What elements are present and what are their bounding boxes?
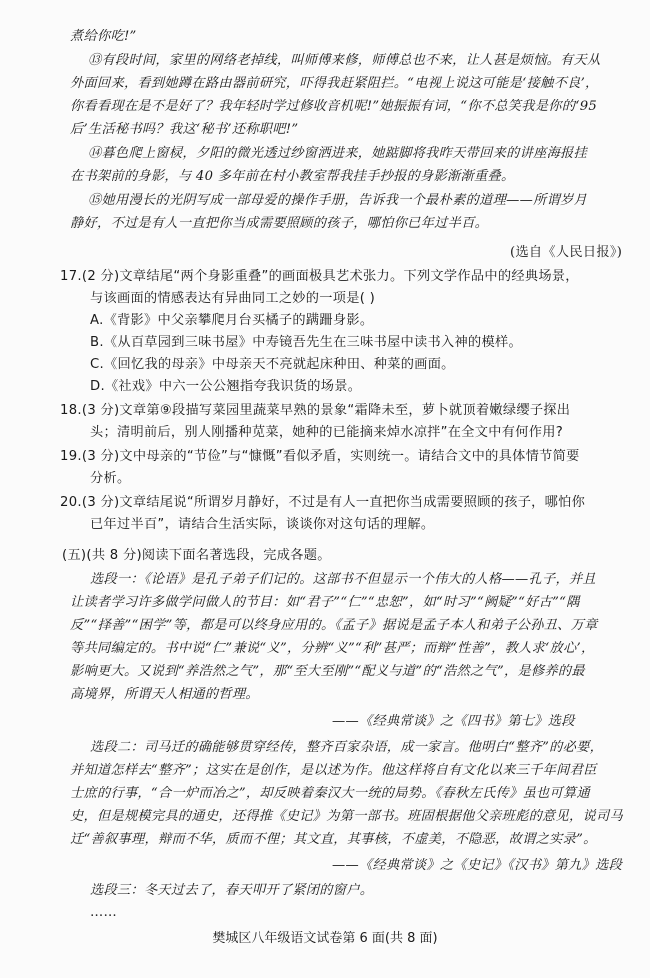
question-19-cont: 分析。	[90, 471, 131, 486]
passage-line: 在书架前的身影，与 40 多年前在村小教室帮我挂手抄报的身影渐渐重叠。	[70, 169, 515, 184]
excerpt-2-line: 史，但是规模完具的通史，还得推《史记》为第一部书。班固根据他父亲班彪的意见，说司马	[70, 809, 623, 824]
excerpt-1-line: 等共同编定的。书中说“仁”兼说“义”，分辨“义”“利”甚严；而辩“性善”，教人求‘放心’，	[70, 641, 595, 656]
excerpt-1-line: 高境界，所谓天人相通的哲理。	[70, 687, 259, 702]
excerpt-2-line: 并知道怎样去“整齐”；这实在是创作，是以述为作。他这样将自有文化以来三千年间君臣	[70, 763, 597, 778]
passage-line: 外面回来，看到她蹲在路由器前研究，吓得我赶紧阻拦。“电视上说这可能是‘接触不良’，	[70, 76, 599, 91]
excerpt-2-line: 选段二：司马迁的确能够贯穿经传，整齐百家杂语，成一家言。他明白“整齐”的必要，	[90, 740, 604, 755]
option-b: B.《从百草园到三味书屋》中寿镜吾先生在三味书屋中读书入神的模样。	[90, 335, 522, 350]
excerpt-2-line: 士庶的行事，“合一炉而冶之”，却反映着秦汉大一统的局势。《春秋左氏传》虽也可算通	[70, 786, 591, 801]
option-d: D.《社戏》中六一公公翘指夸我识货的场景。	[90, 379, 362, 394]
option-a: A.《背影》中父亲攀爬月台买橘子的蹒跚身影。	[90, 313, 374, 328]
excerpt-2-line: 迁“善叙事理，辩而不华，质而不俚；其文直，其事核，不虚美，不隐恶，故谓之实录”。	[70, 832, 597, 847]
passage-line: ⑭暮色爬上窗棂，夕阳的微光透过纱窗洒进来，她踮脚将我昨天带回来的讲座海报挂	[88, 146, 588, 161]
passage-line: ⑬有段时间，家里的网络老掉线，叫师傅来修，师傅总也不来，让人甚是烦恼。有天从	[88, 53, 601, 68]
passage-line: 煮给你吃!”	[70, 29, 137, 44]
passage-line: 后’生活秘书吗？我这‘秘书’还称职吧!”	[70, 122, 299, 137]
excerpt-1-line: 选段一：《论语》是孔子弟子们记的。这部书不但显示一个伟大的人格——孔子，并且	[90, 572, 596, 587]
question-17-cont: 与该画面的情感表达有异曲同工之妙的一项是( )	[90, 291, 376, 306]
question-18: 18.(3 分)文章第⑨段描写菜园里蔬菜早熟的景象“霜降未至，萝卜就顶着嫩绿缨子探出	[60, 403, 571, 418]
excerpt-3-line: 选段三：冬天过去了，春天叩开了紧闭的窗户。	[90, 883, 374, 898]
question-17: 17.(2 分)文章结尾“两个身影重叠”的画面极具艺术张力。下列文学作品中的经典场景，	[60, 269, 579, 284]
page-footer: 樊城区八年级语文试卷第 6 面(共 8 面)	[212, 931, 438, 946]
passage-source: (选自《人民日报》)	[510, 245, 623, 260]
excerpt-1-line: 反”“择善”“困学”等，都是可以终身应用的。《孟子》据说是孟子本人和弟子公孙丑、万章	[70, 618, 598, 633]
passage-line: ⑮她用漫长的光阴写成一部母爱的操作手册，告诉我一个最朴素的道理——所谓岁月	[88, 193, 588, 208]
question-19: 19.(3 分)文中母亲的“节俭”与“慷慨”看似矛盾，实则统一。请结合文中的具体情节简要	[60, 449, 580, 464]
excerpt-1-line: 影响更大。又说到“养浩然之气”，那“至大至刚”“配义与道”的“浩然之气”，是修养的最	[70, 664, 585, 679]
question-20-cont: 已年过半百”，请结合生活实际，谈谈你对这句话的理解。	[90, 517, 435, 532]
option-c: C.《回忆我的母亲》中母亲天不亮就起床种田、种菜的画面。	[90, 357, 455, 372]
section-heading: (五)(共 8 分)阅读下面名著选段，完成各题。	[62, 548, 331, 563]
ellipsis: ……	[90, 905, 117, 920]
excerpt-1-source: ——《经典常谈》之《四书》第七》选段	[332, 714, 575, 729]
question-20: 20.(3 分)文章结尾说“所谓岁月静好，不过是有人一直把你当成需要照顾的孩子，哪怕你	[60, 495, 586, 510]
excerpt-1-line: 让读者学习许多做学问做人的节目：如“君子”“仁”“忠恕”，如“时习”“阙疑”“好古”“隅	[70, 595, 580, 610]
passage-line: 你看看现在是不是好了？我年轻时学过修收音机呢!”她振振有词，“你不总笑我是你的‘95	[70, 99, 598, 114]
passage-line: 静好，不过是有人一直把你当成需要照顾的孩子，哪怕你已年过半百。	[70, 216, 489, 231]
excerpt-2-source: ——《经典常谈》之《史记》《汉书》第九》选段	[332, 858, 623, 873]
question-18-cont: 头；清明前后，别人刚播种苋菜，她种的已能摘来焯水凉拌”在全文中有何作用?	[90, 425, 564, 440]
